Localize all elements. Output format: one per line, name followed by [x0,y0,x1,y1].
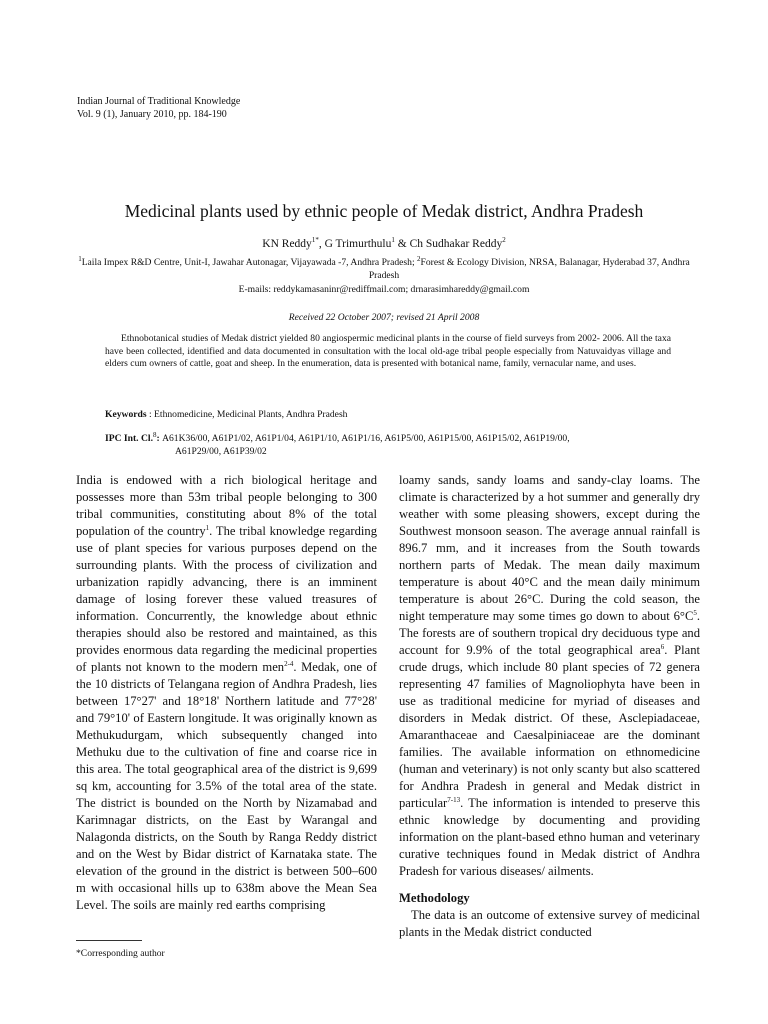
journal-header [77,95,240,121]
ipc-colon: : [156,433,163,444]
author-sup: 1 [391,236,395,245]
affil-sup: 1 [78,254,82,263]
para-text: . The tribal knowledge regarding use of plant species for various purposes depend on the surrounding plants. With the process of civilization and urbanization rapidly advancing, there is an imminent damage of losing forever these valued treasures of information. Concurrently, the knowledge about ethnic therapies should also be restored and maintained, as this provides enormous data regarding the medicinal properties of plants not known to the modern men [76,524,377,674]
journal-volume: Vol. 9 (1), January 2010, pp. 184-190 [77,109,227,120]
body-column-right [399,472,700,941]
keywords [105,409,347,420]
affiliations [76,256,692,282]
ipc-codes: A61K36/00, A61P1/02, A61P1/04, A61P1/10, A61P1/16, A61P5/00, A61P15/00, A61P15/02, A61P19/00, [162,433,570,444]
ipc-classification [105,432,685,458]
para-text: India is endowed with a rich biological heritage and possesses more than 53m tribal people belonging to 300 tribal communities, constituting about 8% of the total population of the country [76,473,377,538]
journal-name: Indian Journal of Traditional Knowledge [77,96,241,107]
author-list [0,238,768,250]
author-sup: 1* [311,236,319,245]
para-text: . The information is intended to preserve this ethnic knowledge by documenting and providing information on the plant-based ethno human and veterinary curative techniques found in Medak district of Andhra Pradesh for various diseases/ ailments. [399,796,700,878]
body-column-left [76,472,377,914]
citation: 1 [205,523,210,532]
affil-text: Laila Impex R&D Centre, Unit-I, Jawahar Autonagar, Vijayawada -7, Andhra Pradesh; [81,257,418,268]
para-text: . The forests are of southern tropical dry deciduous type and account for 9.9% of the total geographical area [399,609,700,657]
ipc-line-1 [105,432,685,445]
author-separator: & [394,238,410,250]
paper-title: Medicinal plants used by ethnic people of Medak district, Andhra Pradesh [124,201,644,221]
paragraph: The data is an outcome of extensive survey of medicinal plants in the Medak district conducted [399,908,700,939]
para-text: . Medak, one of the 10 districts of Telangana region of Andhra Pradesh, lies between 17°27' and 18°18' Northern latitude and 77°28' and 79°10' of Eastern longitude. It was originally known as Methukudurgam, which subsequently changed into Methuku due to the cultivation of fine and coarse rice in this area. The total geographical area of the district is 9,699 sq km, accounting for 3.5% of the total area of the state. The district is bounded on the North by Nizamabad and Karimnagar districts, on the East by Warangal and Nalagonda districts, on the South by Ranga Reddy district and on the West by Bidar district of Karnataka state. The elevation of the ground in the district is between 500–600 m with occasional hills up to 638m above the Mean Sea Level. The soils are mainly red earths comprising [76,660,377,912]
affil-sup: 2 [417,254,421,263]
author-name: Ch Sudhakar Reddy [409,238,503,250]
keywords-text: : Ethnomedicine, Medicinal Plants, Andhra Pradesh [146,409,348,420]
ipc-line-2: A61P29/00, A61P39/02 [175,446,267,457]
citation: 2-4 [284,659,294,668]
footnote-rule [76,940,142,941]
author-emails: E-mails: reddykamasaninr@rediffmail.com; drnarasimhareddy@gmail.com [238,284,530,295]
received-dates: Received 22 October 2007; revised 21 April 2008 [288,312,480,323]
section-heading: Methodology [399,891,470,905]
affil-text: Forest & Ecology Division, NRSA, Balanagar, Hyderabad 37, Andhra Pradesh [368,257,690,281]
keywords-label: Keywords [105,409,147,420]
footnote: *Corresponding author [76,948,165,959]
para-text: . Plant crude drugs, which include 80 plant species of 72 genera representing 47 families of Magnoliophyta have been in use as traditional medicine for myriad of diseases and disorders in Medak district. Of these, Asclepiadaceae, Amaranthaceae and Caesalpiniaceae are the dominant families. The available information on ethnomedicine (human and veterinary) is not only scanty but also scattered for Andhra Pradesh in general and Medak district in particular [399,643,701,810]
citation: 5 [693,608,697,617]
citation: 6 [660,642,665,651]
citation: 7-13 [447,795,461,804]
paragraph [76,472,377,914]
ipc-label-sup: 8 [152,430,157,439]
paragraph [399,472,700,880]
author-sup: 2 [502,236,506,245]
ipc-label: IPC Int. Cl. [105,433,153,444]
author-name: G Trimurthulu [324,238,392,250]
abstract: Ethnobotanical studies of Medak district yielded 80 angiospermic medicinal plants in the course of field surveys from 2002- 2006. All the taxa have been collected, identified and data documented in consultation with the local old-age tribal people especially from Natuvaidyas village and elders cum owners of cattle, goat and sheep. In the enumeration, data is presented with botanical name, family, vernacular name, and uses. [105,333,671,369]
author-separator: , [318,238,325,250]
author-name: KN Reddy [262,238,312,250]
para-text: loamy sands, sandy loams and sandy-clay loams. The climate is characterized by a hot summer and generally dry weather with some pleasing showers, except during the Southwest monsoon season. The average annual rainfall is 896.7 mm, and it increases from the South towards northern parts of Medak. The mean daily maximum temperature is about 40°C and the mean daily minimum temperature is about 26°C. During the cold season, the night temperature may some times go down to about 6°C [399,473,700,623]
